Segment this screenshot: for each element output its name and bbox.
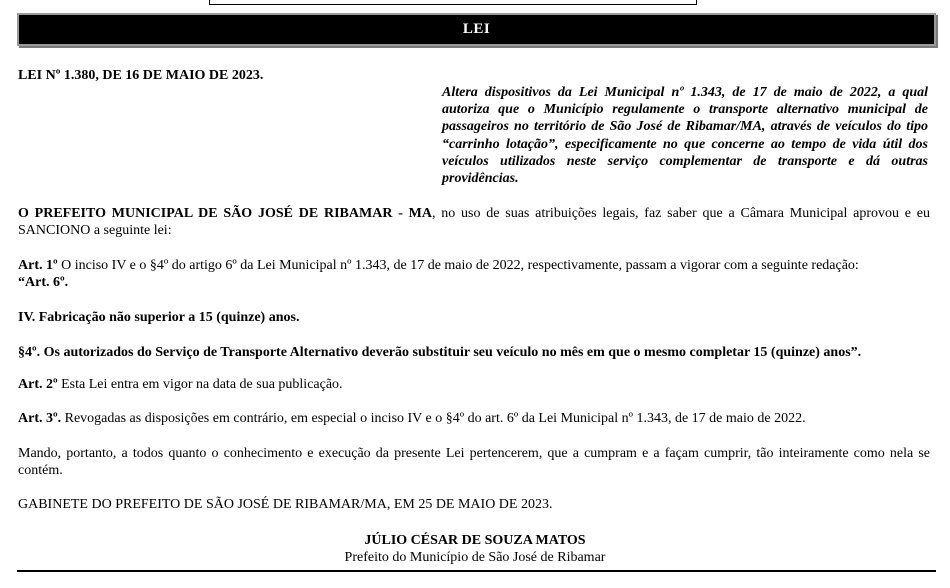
top-frame-box [209, 0, 697, 5]
article-2-text: Esta Lei entra em vigor na data de sua publicação. [57, 377, 343, 392]
article-3 [18, 410, 930, 427]
quoted-article-heading: “Art. 6º. [18, 275, 69, 291]
signatory-name: JÚLIO CÉSAR DE SOUZA MATOS [364, 533, 586, 548]
article-2 [18, 376, 930, 393]
closing-paragraph: Mando, portanto, a todos quanto o conhecimento e execução da presente Lei pertencerem, que a cumpram e a façam cumprir, tão inteiramente como nela se contém. [18, 446, 930, 479]
banner-label: LEI [462, 21, 491, 37]
preamble-authority: O PREFEITO MUNICIPAL DE SÃO JOSÉ DE RIBAMAR - MA [18, 206, 432, 221]
article-3-text: Revogadas as disposições em contrário, em especial o inciso IV e o §4º do art. 6º da Lei Municipal nº 1.343, de 17 de maio de 2022. [61, 411, 806, 426]
office-date: GABINETE DO PREFEITO DE SÃO JOSÉ DE RIBAMAR/MA, EM 25 DE MAIO DE 2023. [18, 497, 553, 512]
article-2-label: Art. 2º [18, 377, 58, 392]
ementa: Altera dispositivos da Lei Municipal nº 1.343, de 17 de maio de 2022, a qual autoriza que o Município regulamente o transporte alternativo municipal de passageiros no território de São José de Ribamar/MA, através de veículos do tipo “carrinho lotação”, especificamente no que concerne ao tempo de vida útil dos veículos utilizados neste serviço complementar de transporte e dá outras providências. [442, 85, 928, 187]
preamble [18, 205, 930, 239]
section-banner [17, 13, 936, 46]
signatory-role: Prefeito do Município de São José de Ribamar [344, 550, 606, 565]
article-1-label: Art. 1º [18, 258, 58, 273]
inciso-iv: IV. Fabricação não superior a 15 (quinze) anos. [18, 310, 300, 325]
article-1-text: O inciso IV e o §4º do artigo 6º da Lei Municipal nº 1.343, de 17 de maio de 2022, respectivamente, passam a vigorar com a seguinte redação: [57, 258, 859, 273]
preamble-text: , no uso de suas atribuições legais, faz saber que a Câmara Municipal aprovou e eu SANCIONO a seguinte lei: [18, 206, 930, 239]
bottom-divider [17, 570, 936, 572]
article-1 [18, 257, 930, 291]
paragraph-4: §4º. Os autorizados do Serviço de Transporte Alternativo deverão substituir seu veículo no mês em que o mesmo completar 15 (quinze) anos”. [18, 345, 862, 360]
article-3-label: Art. 3º. [18, 411, 62, 426]
law-title: LEI Nº 1.380, DE 16 DE MAIO DE 2023. [18, 68, 264, 83]
